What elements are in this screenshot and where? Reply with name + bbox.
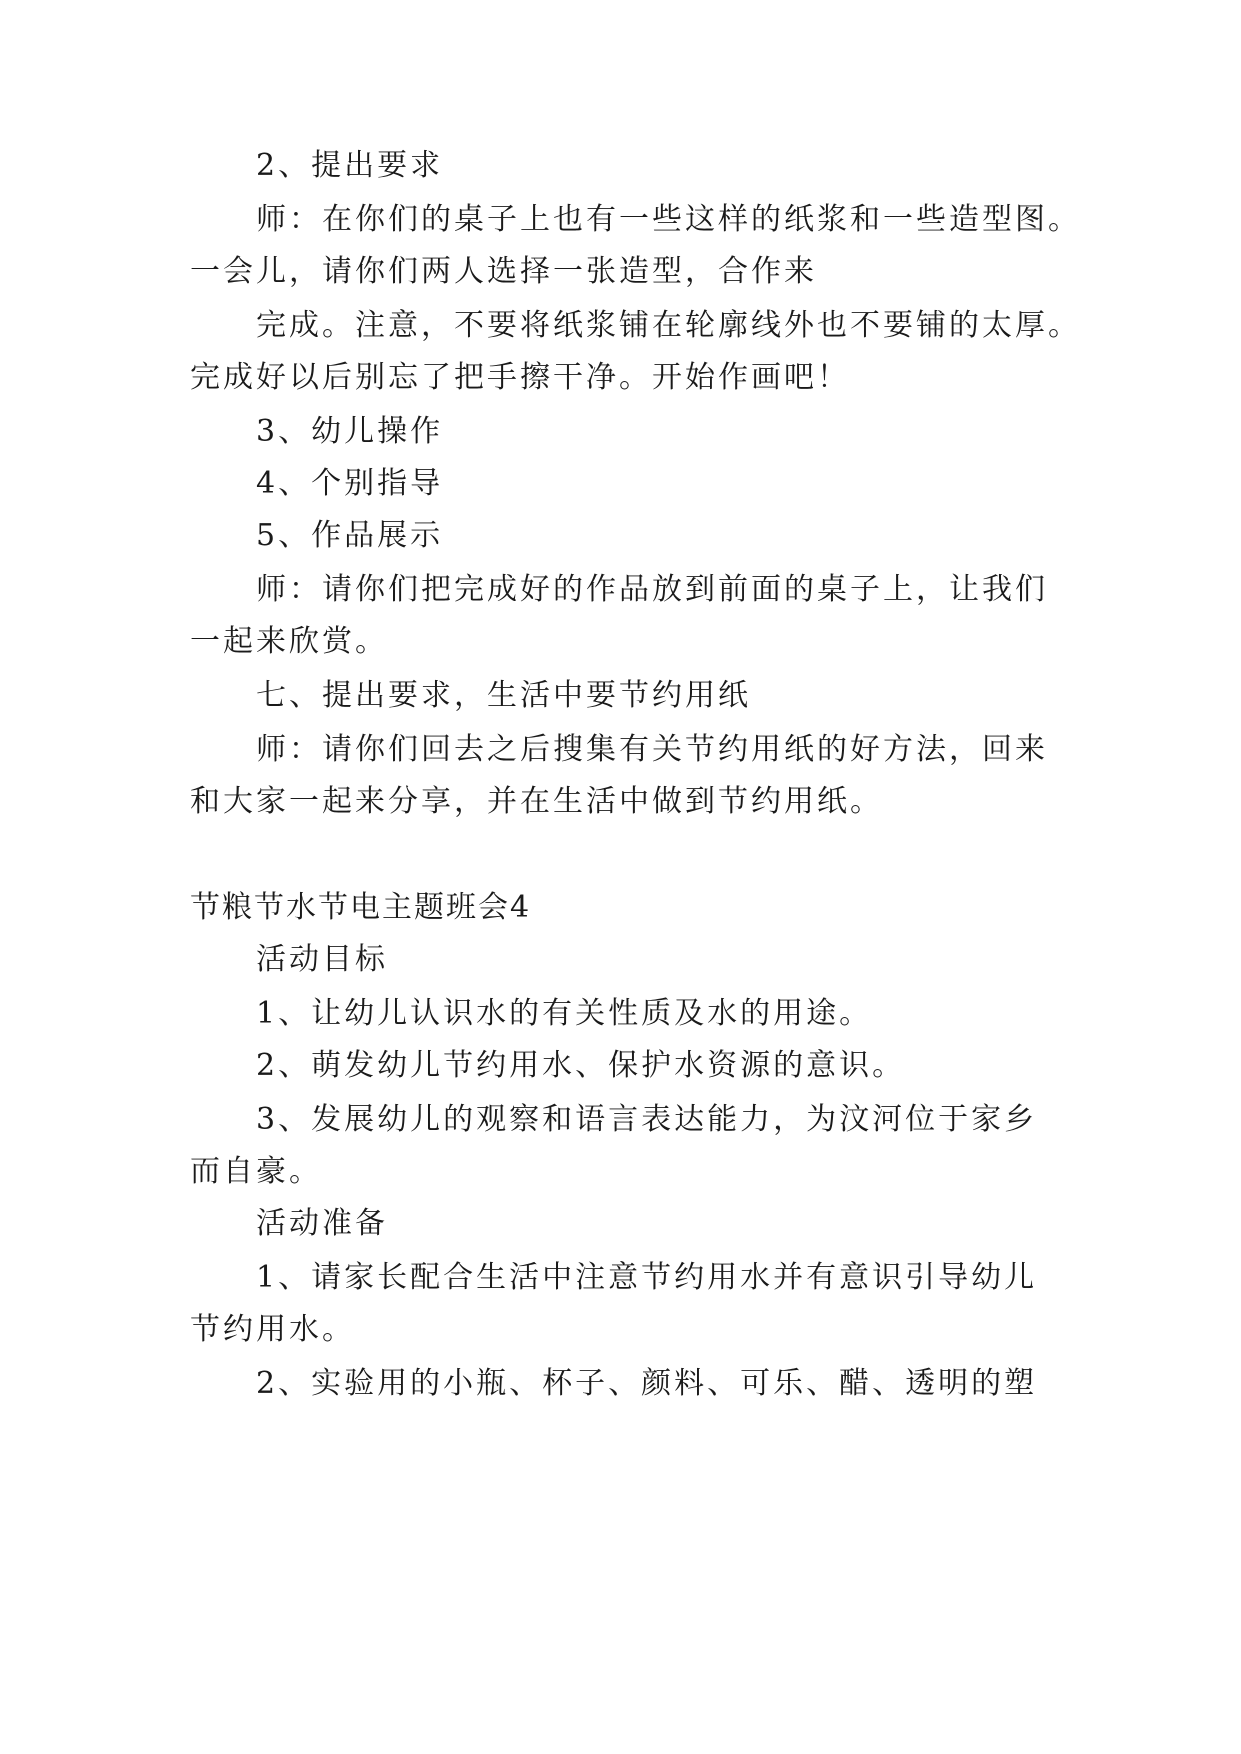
item-5-teacher-line-2: 一起来欣赏。 (190, 624, 388, 659)
prep-1-line-1: 1、请家长配合生活中注意节约用水并有意识引导幼儿 (256, 1260, 1038, 1295)
prep-2-line-1: 2、实验用的小瓶、杯子、颜料、可乐、醋、透明的塑 (256, 1366, 1038, 1401)
step-7: 七、提出要求，生活中要节约用纸 (256, 678, 751, 713)
goal-2: 2、萌发幼儿节约用水、保护水资源的意识。 (256, 1048, 906, 1083)
item-2-title: 2、提出要求 (256, 148, 444, 183)
item-2-teacher-line-2: 一会儿，请你们两人选择一张造型，合作来 (190, 254, 817, 289)
step-7-teacher-line-1: 师：请你们回去之后搜集有关节约用纸的好方法，回来 (256, 732, 1048, 767)
goal-3-line-1: 3、发展幼儿的观察和语言表达能力，为汶河位于家乡 (256, 1102, 1038, 1137)
item-3: 3、幼儿操作 (256, 414, 444, 449)
item-5-teacher-line-1: 师：请你们把完成好的作品放到前面的桌子上，让我们 (256, 572, 1048, 607)
item-2-continued-line-2: 完成好以后别忘了把手擦干净。开始作画吧！ (190, 360, 850, 395)
goal-1: 1、让幼儿认识水的有关性质及水的用途。 (256, 996, 873, 1031)
goal-3-line-2: 而自豪。 (190, 1154, 322, 1189)
item-2-teacher-line-1: 师：在你们的桌子上也有一些这样的纸浆和一些造型图。 (256, 202, 1081, 237)
prep-1-line-2: 节约用水。 (190, 1312, 355, 1347)
goals-heading: 活动目标 (256, 942, 388, 977)
step-7-teacher-line-2: 和大家一起来分享，并在生活中做到节约用纸。 (190, 784, 883, 819)
prep-heading: 活动准备 (256, 1206, 388, 1241)
item-4: 4、个别指导 (256, 466, 444, 501)
section-title: 节粮节水节电主题班会4 (190, 890, 532, 925)
item-2-continued-line-1: 完成。注意，不要将纸浆铺在轮廓线外也不要铺的太厚。 (256, 308, 1081, 343)
item-5: 5、作品展示 (256, 518, 444, 553)
